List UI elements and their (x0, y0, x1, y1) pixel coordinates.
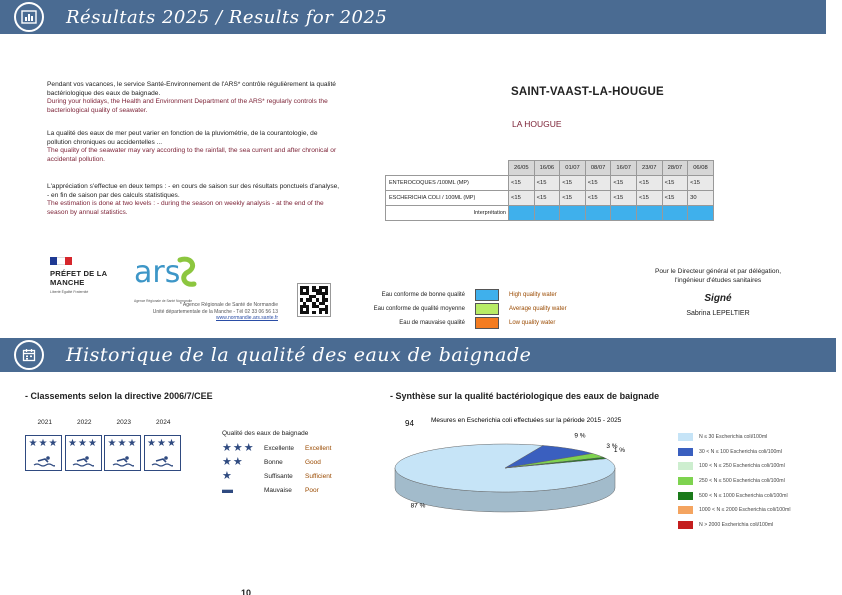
pie-legend-label: 500 < N ≤ 1000 Escherichia coli/100ml (699, 492, 788, 499)
classification-badge (25, 435, 62, 471)
classification-badge (104, 435, 141, 471)
interpretation-cell (534, 206, 560, 221)
agency-name: * Agence Régionale de Santé de Normandie (179, 302, 278, 308)
class-en: Excellent (305, 444, 332, 452)
quality-swatch (475, 289, 499, 301)
classification-years (25, 419, 183, 426)
quality-en: High quality water (509, 292, 557, 298)
class-fr: Excellente (264, 444, 294, 452)
value-cell: <15 (560, 191, 586, 206)
bar-chart-icon (14, 2, 44, 32)
pie-legend-item (678, 488, 791, 503)
interpretation-cell (560, 206, 586, 221)
star-icon: ★★★ (68, 438, 98, 449)
date-cell: 08/07 (585, 161, 611, 176)
quality-legend-row (355, 302, 567, 316)
value-cell: <15 (611, 176, 637, 191)
agency-url[interactable]: www.normandie.ars.sante.fr (216, 315, 278, 321)
value-cell: <15 (611, 191, 637, 206)
classification-legend (222, 430, 332, 497)
value-cell: <15 (534, 191, 560, 206)
ars-logo-icon (134, 256, 200, 292)
signature-line1: Pour le Directeur général et par délégation, (654, 268, 782, 275)
qr-code-icon[interactable] (297, 283, 331, 317)
date-cell: 26/05 (509, 161, 535, 176)
classification-badge (144, 435, 181, 471)
history-title: Historique de la qualité des eaux de baignade (66, 344, 532, 366)
pie-legend-label: N > 2000 Escherichia coli/100ml (699, 521, 774, 528)
intro-block-3 (47, 183, 341, 217)
pie-slice-label: 3 % (606, 442, 618, 450)
star-icon: ★★★ (28, 438, 59, 449)
quality-legend (355, 288, 567, 330)
interpretation-cell (688, 206, 714, 221)
value-cell: <15 (560, 176, 586, 191)
swimmer-icon (72, 455, 94, 467)
quality-en: Average quality water (509, 306, 567, 312)
class-en: Sufficient (305, 472, 332, 480)
quality-en: Low quality water (509, 320, 556, 326)
classification-legend-title: Qualité des eaux de baignade (222, 430, 309, 437)
value-cell: 30 (688, 191, 714, 206)
intro-fr: L'appréciation s'effectue en deux temps : - en cours de saison sur des résultats ponctuels d'analyse, - en fin de saison par des calculs statistiques. (47, 183, 340, 199)
pie-slice-label: 87 % (410, 502, 426, 510)
classification-legend-row (222, 469, 332, 483)
pie-legend-label: 100 < N ≤ 250 Escherichia coli/100ml (699, 463, 785, 470)
agency-info (118, 302, 278, 322)
pie-legend-swatch (678, 506, 693, 514)
value-cell: <15 (662, 176, 688, 191)
pie-legend-swatch (678, 477, 693, 485)
year-label: 2021 (37, 419, 52, 426)
poor-bar-icon: ▬ (222, 484, 234, 496)
classification-title: - Classements selon la directive 2006/7/CEE (25, 391, 213, 401)
interpretation-label: Interprétation (386, 206, 509, 221)
interpretation-cell (636, 206, 662, 221)
intro-fr: La qualité des eaux de mer peut varier en fonction de la pluviométrie, de la courantologie, de pollution chroniques ou accidentelles ... (47, 130, 318, 146)
pie-legend-swatch (678, 521, 693, 529)
swimmer-icon (33, 455, 55, 467)
value-cell: <15 (636, 191, 662, 206)
site-name: SAINT-VAAST-LA-HOUGUE (511, 86, 664, 98)
quality-fr: Eau conforme de qualité moyenne (373, 306, 465, 312)
signature-name: Sabrina LEPELTIER (686, 309, 750, 317)
classification-badges (25, 435, 183, 471)
date-cell: 16/07 (611, 161, 637, 176)
row-label: ESCHERICHIA COLI / 100ML (MP) (386, 191, 509, 206)
table-header-row (386, 161, 714, 176)
value-cell: <15 (509, 176, 535, 191)
value-cell: <15 (636, 176, 662, 191)
date-cell: 01/07 (560, 161, 586, 176)
pie-legend-label: 250 < N ≤ 500 Escherichia coli/100ml (699, 478, 785, 485)
classification-badge (65, 435, 102, 471)
date-cell: 06/08 (688, 161, 714, 176)
star-icon: ★★ (222, 456, 244, 468)
calendar-icon (14, 340, 44, 370)
results-banner (0, 0, 826, 34)
interpretation-row (386, 206, 714, 221)
page-number: 10 (241, 588, 252, 595)
star-icon: ★★★ (222, 442, 255, 454)
interpretation-cell (585, 206, 611, 221)
pie-legend-label: 1000 < N ≤ 2000 Escherichia coli/100ml (699, 507, 791, 514)
table-row (386, 191, 714, 206)
value-cell: <15 (534, 176, 560, 191)
intro-en: The estimation is done at two levels : - during the season on weekly analysis - at the end of the season by annual statistics. (47, 200, 324, 216)
pie-legend-swatch (678, 448, 693, 456)
pie-legend-item (678, 459, 791, 474)
date-cell: 28/07 (662, 161, 688, 176)
ars-subtitle: Agence Régionale de Santé Normandie (134, 299, 193, 303)
year-label: 2023 (116, 419, 131, 426)
pie-legend-item (678, 503, 791, 518)
class-en: Good (305, 458, 321, 466)
year-label: 2024 (156, 419, 171, 426)
pie-legend-item (678, 518, 791, 533)
results-table (385, 160, 714, 221)
french-flag-icon (50, 257, 72, 265)
intro-block-1 (47, 81, 341, 115)
pie-legend-swatch (678, 492, 693, 500)
history-banner (0, 338, 836, 372)
pie-legend-swatch (678, 433, 693, 441)
class-en: Poor (305, 486, 319, 494)
table-row (386, 176, 714, 191)
quality-legend-row (355, 288, 567, 302)
quality-legend-row (355, 316, 567, 330)
class-fr: Bonne (264, 458, 283, 466)
classification-legend-row (222, 441, 332, 455)
pie-legend-item (678, 430, 791, 445)
classification-legend-row (222, 455, 332, 469)
table-corner (386, 161, 509, 176)
prefet-logo (50, 257, 120, 295)
pie-legend-label: 30 < N ≤ 100 Escherichia coli/100ml (699, 448, 782, 455)
value-cell: <15 (688, 176, 714, 191)
prefet-motto: Liberté Égalité Fraternité (50, 290, 89, 294)
date-cell: 23/07 (636, 161, 662, 176)
star-icon: ★ (222, 470, 233, 482)
pie-chart (380, 410, 670, 530)
pie-slice-label: 1 % (613, 447, 626, 455)
value-cell: <15 (509, 191, 535, 206)
pie-legend-item (678, 445, 791, 460)
year-label: 2022 (77, 419, 92, 426)
chart-total: 94 (405, 419, 414, 428)
class-fr: Suffisante (264, 472, 293, 480)
value-cell: <15 (662, 191, 688, 206)
quality-fr: Eau de mauvaise qualité (399, 320, 465, 326)
results-title: Résultats 2025 / Results for 2025 (66, 6, 388, 28)
intro-block-2 (47, 130, 341, 164)
swimmer-icon (112, 455, 134, 467)
interpretation-cell (662, 206, 688, 221)
signature-signed: Signé (704, 293, 732, 304)
ars-word: ars (134, 256, 181, 290)
pie-slice-label: 9 % (574, 432, 586, 440)
row-label: ENTEROCOQUES /100ML (MP) (386, 176, 509, 191)
signature-line2: l'ingénieur d'études sanitaires (674, 276, 762, 284)
class-fr: Mauvaise (264, 486, 292, 494)
ars-logo (134, 256, 200, 303)
swimmer-icon (151, 455, 173, 467)
chart-title: Mesures en Escherichia coli effectuées sur la période 2015 - 2025 (431, 417, 622, 424)
interpretation-cell (509, 206, 535, 221)
prefet-name: PRÉFET DE LA MANCHE (50, 269, 107, 287)
star-icon: ★★★ (147, 438, 177, 449)
classification-legend-row (222, 483, 332, 497)
beach-name: LA HOUGUE (512, 119, 562, 129)
intro-fr: Pendant vos vacances, le service Santé-Environnement de l'ARS* contrôle régulièrement la qualité bactériologique des eaux de baignade. (47, 81, 336, 97)
quality-fr: Eau conforme de bonne qualité (381, 292, 465, 298)
intro-en: The quality of the seawater may vary according to the rainfall, the sea current and after chronical or accidental pollution. (47, 147, 337, 163)
star-icon: ★★★ (107, 438, 138, 449)
pie-legend (678, 430, 791, 532)
quality-swatch (475, 303, 499, 315)
value-cell: <15 (585, 191, 611, 206)
value-cell: <15 (585, 176, 611, 191)
pie-legend-item (678, 474, 791, 489)
agency-unit: Unité départementale de la Manche - Tél 02 33 06 56 13 (152, 308, 278, 315)
synthesis-title: - Synthèse sur la qualité bactériologique des eaux de baignade (390, 391, 660, 401)
quality-swatch (475, 317, 499, 329)
intro-en: During your holidays, the Health and Environment Department of the ARS* regularly controls the bacteriological quality of seawater. (47, 98, 328, 114)
interpretation-cell (611, 206, 637, 221)
pie-legend-label: N ≤ 30 Escherichia coli/100ml (699, 434, 768, 441)
date-cell: 16/06 (534, 161, 560, 176)
signature-block (628, 268, 808, 318)
pie-legend-swatch (678, 462, 693, 470)
